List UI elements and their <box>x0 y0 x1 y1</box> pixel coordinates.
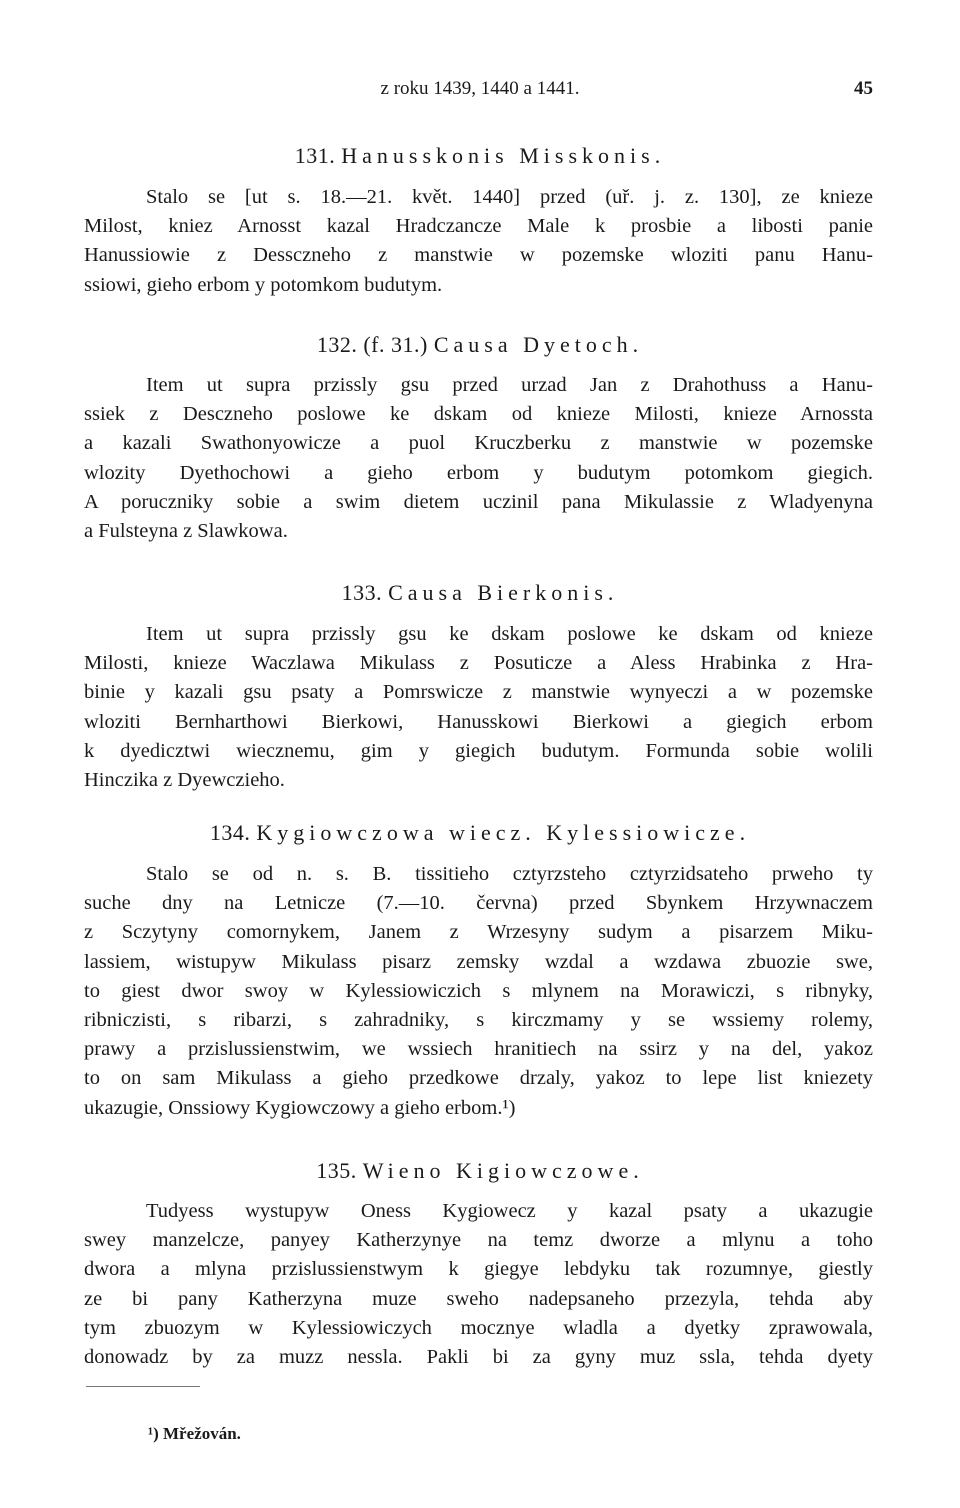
entry-heading-133 <box>0 580 960 606</box>
text-line: to on sam Mikulass a gieho przedkowe drzaly, yakoz to lepe list kniezety <box>84 1067 873 1090</box>
text-line: A porucznikу sobie a swim dietem uczinil pana Mikulassie z Wladyenyna <box>84 490 873 513</box>
page-number: 45 <box>854 78 873 99</box>
text-line: wlozity Dyethochowi a gieho erbom y budutym potomkom giegich. <box>84 461 873 484</box>
entry-body-134 <box>84 860 873 1123</box>
entry-number: 132. (f. 31.) <box>316 332 428 357</box>
entry-number: 135. <box>316 1158 357 1183</box>
entry-heading-135 <box>0 1158 960 1184</box>
text-line: ssiowi, gieho erbom y potomkom budutym. <box>84 273 443 296</box>
text-line: k dyedicztwi wiecznemu, gim y giegich budutym. Formunda sobie wolili <box>84 739 873 762</box>
text-line: lassiem, wistupyw Mikulass pisarz zemsky wzdal a wzdawa zbuozie swe, <box>84 950 873 973</box>
text-line: ribniczisti, s ribarzi, s zahradniky, s kirczmamy y se wssiemy rolemy, <box>84 1008 873 1031</box>
text-line: ukazugie, Onssiowy Kygiowczowy a gieho erbom.¹) <box>84 1096 516 1119</box>
footnote-text: Mřežován. <box>163 1424 241 1443</box>
text-line: Milosti, knieze Waczlawa Mikulass z Posuticze a Aless Hrabinka z Hra- <box>84 652 873 675</box>
text-line: ze bi pany Katherzyna muze sweho nadepsaneho przezyla, tehda aby <box>84 1287 873 1310</box>
text-line: Tudyess wystupyw Oness Kygiowecz y kazal psaty a ukazugie <box>146 1200 873 1222</box>
text-line: a Fulsteyna z Slawkowa. <box>84 519 288 542</box>
entry-body-132 <box>84 371 873 546</box>
text-line: a kazali Swathonyowicze a puol Kruczberku z manstwie w pozemske <box>84 432 873 455</box>
text-line: wloziti Bernharthowi Bierkowi, Hanusskowi Bierkowi a giegich erbom <box>84 710 873 733</box>
running-header <box>0 78 960 102</box>
text-line: ssiek z Desczneho poslowe ke dskam od knieze Milosti, knieze Arnossta <box>84 403 873 426</box>
text-line: prawy a przislussienstwim, we wssiech hranitiech na ssirz y na del, yakoz <box>84 1038 873 1061</box>
text-line: z Sczytyny comornykem, Janem z Wrzesyny sudym a pisarzem Miku- <box>84 921 873 944</box>
entry-heading-131 <box>0 143 960 169</box>
text-line: dwora a mlyna przislussienstwym k giegye lebdyku tak rozumnye, giestly <box>84 1258 873 1281</box>
entry-body-135 <box>84 1197 873 1372</box>
text-line: Item ut supra przissly gsu przed urzad Jan z Drahothuss a Hanu- <box>146 374 873 396</box>
text-line: Stalo se [ut s. 18.—21. květ. 1440] przed (uř. j. z. 130], ze knieze <box>146 186 873 208</box>
footnote-rule <box>86 1386 200 1387</box>
entry-title: Hanusskonis Misskonis. <box>341 143 666 168</box>
text-line: tym zbuozym w Kylessiowiczych mocznye wladla a dyetky zprawowala, <box>84 1316 873 1339</box>
footnote <box>148 1424 241 1444</box>
text-line: Hanussiowie z Dessczneho z manstwie w pozemske wloziti panu Hanu- <box>84 244 873 267</box>
entry-title: Kygiowczowa wiecz. Kylessiowicze. <box>256 820 751 845</box>
text-line: swey manzelcze, panyey Katherzynye na temz dworze a mlynu a toho <box>84 1229 873 1252</box>
running-title: z roku 1439, 1440 a 1441. <box>380 78 580 99</box>
text-line: Milost, kniez Arnosst kazal Hradczancze Male k prosbie a libosti panie <box>84 215 873 238</box>
entry-title: Causa Bierkonis. <box>388 580 619 605</box>
entry-heading-132 <box>0 332 960 358</box>
entry-number: 133. <box>341 580 383 605</box>
text-line: Item ut supra przissly gsu ke dskam poslowe ke dskam od knieze <box>146 623 873 645</box>
text-line: suche dny na Letnicze (7.—10. června) przed Sbynkem Hrzywnaczem <box>84 892 873 915</box>
text-line: donowadz by za muzz nessla. Pakli bi za gyny muz ssla, tehda dyety <box>84 1345 873 1368</box>
entry-body-133 <box>84 620 873 795</box>
text-line: binie y kazali gsu psaty a Pomrswicze z manstwie wynyeczi a w pozemske <box>84 681 873 704</box>
footnote-marker: ¹) <box>148 1424 159 1443</box>
entry-number: 134. <box>209 820 251 845</box>
entry-title: Causa Dyetoch. <box>433 332 644 357</box>
entry-heading-134 <box>0 820 960 846</box>
text-line: Stalo se od n. s. B. tissitieho cztyrzsteho cztyrzidsateho prweho ty <box>146 863 873 885</box>
text-line: Hinczika z Dyewczieho. <box>84 768 285 791</box>
entry-title: Wieno Kigiowczowe. <box>362 1158 644 1183</box>
text-line: to giest dwor swoy w Kylessiowiczich s mlynem na Morawiczi, s ribnyky, <box>84 979 873 1002</box>
entry-number: 131. <box>294 143 336 168</box>
entry-body-131 <box>84 183 873 300</box>
